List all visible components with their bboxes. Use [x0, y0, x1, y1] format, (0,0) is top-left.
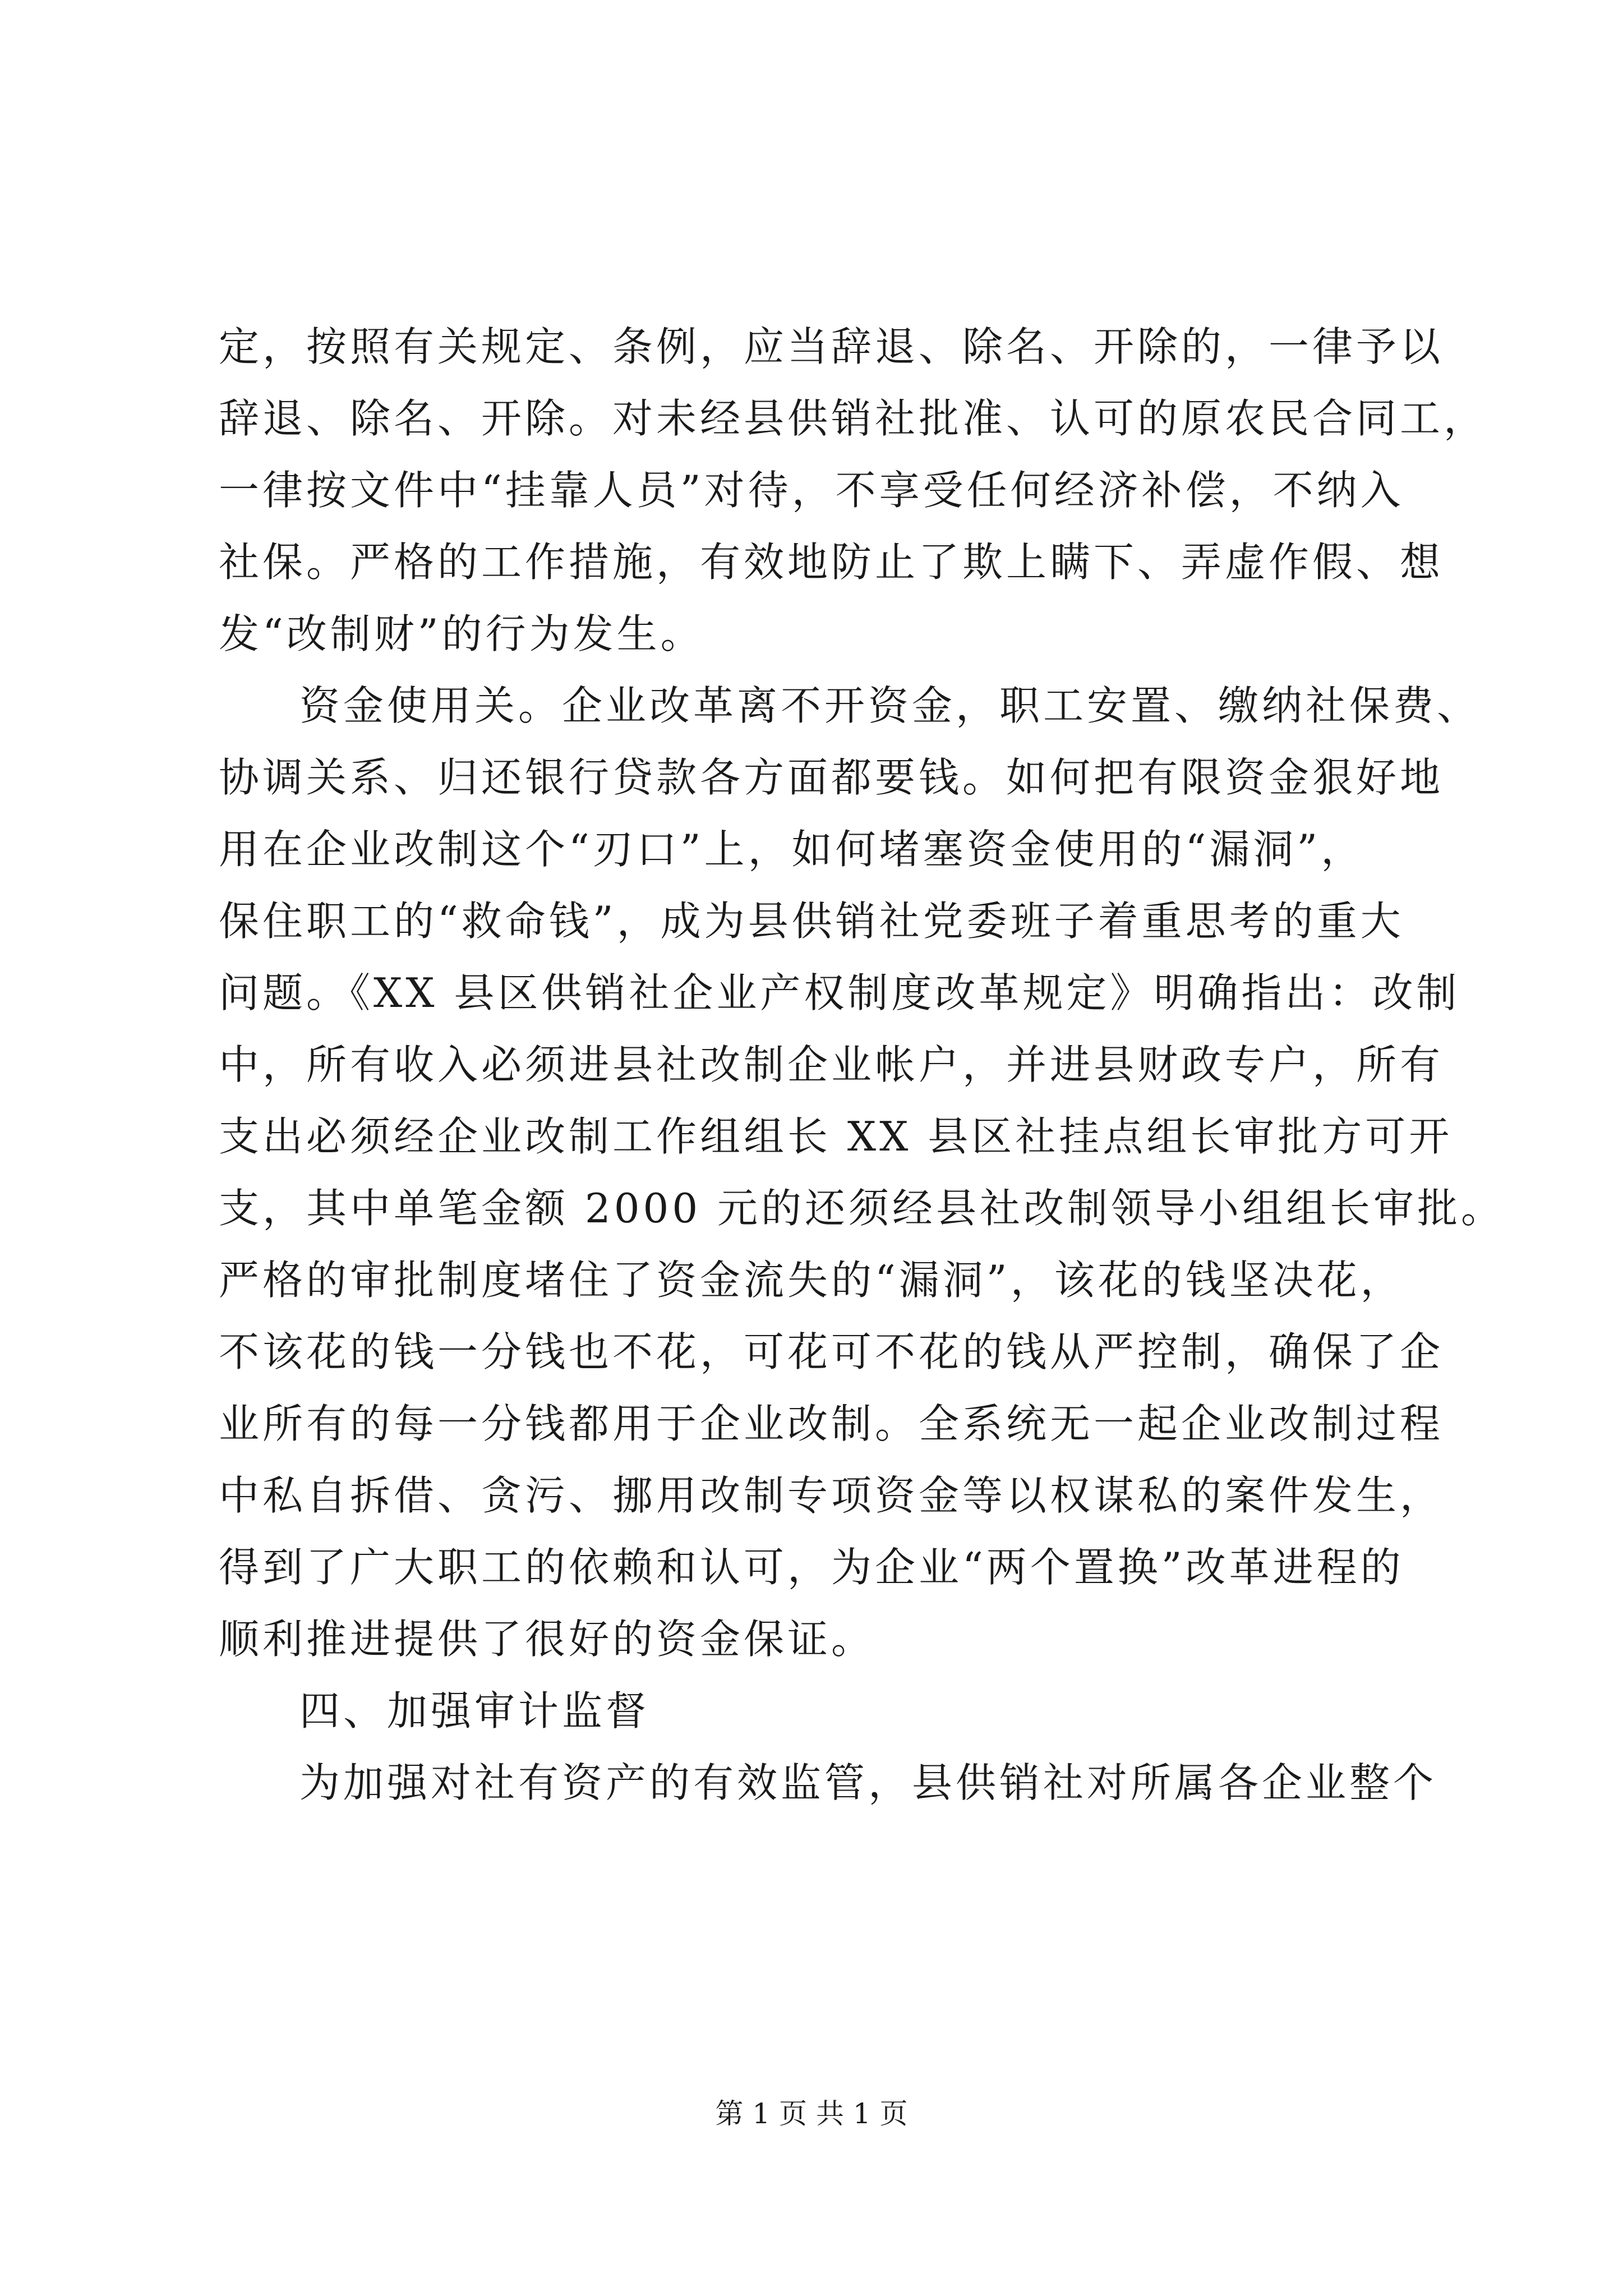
paragraph-line: 支出必须经企业改制工作组组长 XX 县区社挂点组长审批方可开 — [219, 1113, 1453, 1160]
paragraph-line: 发“改制财”的行为发生。 — [219, 610, 704, 657]
paragraph-line: 顺利推进提供了很好的资金保证。 — [219, 1616, 875, 1663]
page-footer: 第 1 页 共 1 页 — [715, 2097, 908, 2130]
section-heading: 四、加强审计监督 — [299, 1687, 650, 1734]
paragraph-line: 严格的审批制度堵住了资金流失的“漏洞”，该花的钱坚决花， — [219, 1257, 1404, 1304]
paragraph-line: 一律按文件中“挂靠人员”对待，不享受任何经济补偿，不纳入 — [219, 467, 1404, 514]
paragraph-line: 社保。严格的工作措施，有效地防止了欺上瞒下、弄虚作假、想 — [219, 539, 1444, 586]
paragraph-line: 资金使用关。企业改革离不开资金，职工安置、缴纳社保费、 — [299, 682, 1481, 729]
paragraph-line: 保住职工的“救命钱”，成为县供销社党委班子着重思考的重大 — [219, 898, 1404, 945]
paragraph-line: 用在企业改制这个“刃口”上，如何堵塞资金使用的“漏洞”， — [219, 826, 1365, 873]
paragraph-line: 问题。《XX 县区供销社企业产权制度改革规定》明确指出：改制 — [219, 969, 1460, 1016]
paragraph-line: 业所有的每一分钱都用于企业改制。全系统无一起企业改制过程 — [219, 1400, 1444, 1447]
paragraph-line: 得到了广大职工的依赖和认可，为企业“两个置换”改革进程的 — [219, 1544, 1404, 1591]
paragraph-line: 支，其中单笔金额 2000 元的还须经县社改制领导小组组长审批。 — [219, 1185, 1505, 1232]
paragraph-line: 辞退、除名、开除。对未经县供销社批准、认可的原农民合同工， — [219, 395, 1488, 442]
paragraph-line: 为加强对社有资产的有效监管，县供销社对所属各企业整个 — [299, 1759, 1437, 1806]
paragraph-line: 中私自拆借、贪污、挪用改制专项资金等以权谋私的案件发生， — [219, 1472, 1444, 1519]
paragraph-line: 协调关系、归还银行贷款各方面都要钱。如何把有限资金狠好地 — [219, 754, 1444, 801]
paragraph-line: 定，按照有关规定、条例，应当辞退、除名、开除的，一律予以 — [219, 323, 1444, 370]
paragraph-line: 中，所有收入必须进县社改制企业帐户，并进县财政专户，所有 — [219, 1041, 1444, 1088]
paragraph-line: 不该花的钱一分钱也不花，可花可不花的钱从严控制，确保了企 — [219, 1328, 1444, 1375]
